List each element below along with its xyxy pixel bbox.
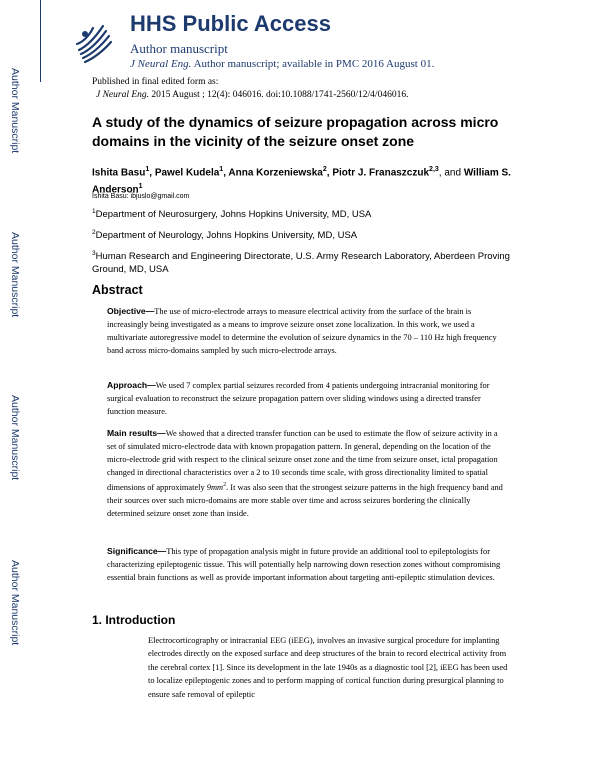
affiliation-3: $^3$Human Research and Engineering Directorate, U.S. Army Research Laboratory, Aberdeen Proving Ground, MD, USA [92,250,510,276]
author-affiliation-sup: 1 [138,183,143,191]
side-margin [0,0,40,776]
article-title: A study of the dynamics of seizure propagation across micro domains in the vicinity of the seizure onset zone [92,114,499,149]
introduction-heading: 1. Introduction [92,613,176,627]
affiliation-2: $^2$Department of Neurology, Johns Hopkins University, MD, USA [92,229,358,242]
side-label-author-manuscript: Author Manuscript [9,232,21,318]
side-label-author-manuscript: Author Manuscript [9,68,21,154]
journal-availability [130,58,434,70]
author-name: Pawel Kudela [154,167,220,179]
side-label-author-manuscript: Author Manuscript [9,395,21,481]
results-text-cont: . It was also seen that the strongest seizure patterns in the high frequency band and their sources over such micro-domains are more stable over time and across seizures bordering the clinically determined seizure onset zone than inside. [107,482,503,518]
approach-label: Approach— [107,380,156,390]
author-affiliation-sup: 1 [145,166,150,173]
published-line: Published in final edited form as: [92,77,219,87]
hhs-eagle-logo-icon [73,20,113,66]
citation-text: 2015 August ; 12(4): 046016. doi:10.1088/1741-2560/12/4/046016. [149,90,409,100]
objective-text: The use of micro-electrode arrays to measure electrical activity from the surface of the brain is increasingly being investigated as a means to improve seizure onset zone localization. In this work, we used a multivariate autoregressive model to determine the evolution of seizure dynamics in the 70 – 110 Hz high frequency band across micro-domains sampled by such micro-electrode arrays. [107,307,497,355]
hhs-public-access-title: HHS Public Access [130,11,331,36]
author-name: Anna Korzeniewska [228,167,323,179]
results-unit-sup: 2 [223,482,227,488]
abstract-heading: Abstract [92,283,143,297]
results-unit: 9mm [206,482,224,492]
introduction-text: Electrocorticography or intracranial EEG (iEEG), involves an invasive surgical procedure for implanting electrodes directly on the exposed surface and deep structures of the brain to record electrical activity from the cerebral cortex [1]. Since its development in the late 1940s as a diagnostic tool [2], iEEG has been used to localize epileptogenic zones and to perform mapping of cortical function during presurgical planning to ensure safe removal of epileptic [148,636,508,699]
approach-text: We used 7 complex partial seizures recorded from 4 patients undergoing intracranial monitoring for surgical evaluation to reconstruct the seizure propagation pattern over sliding windows using a directed transfer function measure. [107,381,490,416]
publication-info [92,76,408,102]
affiliation-1: $^1$Department of Neurosurgery, Johns Hopkins University, MD, USA [92,208,372,221]
citation-line [92,89,408,102]
significance-label: Significance— [107,546,167,556]
availability-text: Author manuscript; available in PMC 2016 August 01. [191,58,435,70]
author-affiliation-sup: 1 [219,166,224,173]
side-label-author-manuscript: Author Manuscript [9,560,21,646]
author-manuscript-subtitle: Author manuscript [130,41,228,56]
citation-journal: J Neural Eng. [96,90,150,100]
author-affiliation-sup: 2,3 [429,166,439,173]
objective-label: Objective— [107,306,155,316]
header-divider [40,0,41,82]
results-text: We showed that a directed transfer function can be used to estimate the flow of seizure activity in a set of simulated micro-electrode data with known propagation pattern. In general, depending on the location of the micro-electrode grid with respect to the clinical seizure onset zone and the time from seizure onset, ictal propagation changed in directional characteristics over a 2 to 10 seconds time scale, with gross directionality limited to spatial dimensions of approximately [107,429,498,492]
abstract-results [107,427,505,520]
results-label: Main results— [107,428,166,438]
abstract-approach [107,379,505,418]
significance-text: This type of propagation analysis might in future provide an additional tool to epileptologists for characterizing epileptogenic tissue. This will potentially help narrowing down resection zones without compromising essential brain functions as well as provide important information about targeting anti-epileptic stimulation devices. [107,547,501,582]
abstract-significance [107,545,505,584]
author-list: Ishita Basu$^1$, Pawel Kudela$^1$, Anna Korzeniewska$^2$, Piotr J. Franaszczuk$^{2,3}$, and William S. Anderson$^1$ [92,166,511,196]
corresponding-email: Ishita Basu: ibjuslo@gmail.com [92,193,190,200]
abstract-objective [107,305,505,357]
author-name: Ishita Basu [92,167,146,179]
author-affiliation-sup: 2 [322,166,327,173]
journal-name: J Neural Eng. [130,58,192,70]
author-name: William S. Anderson [92,167,511,196]
author-name: Piotr J. Franaszczuk [332,167,430,179]
